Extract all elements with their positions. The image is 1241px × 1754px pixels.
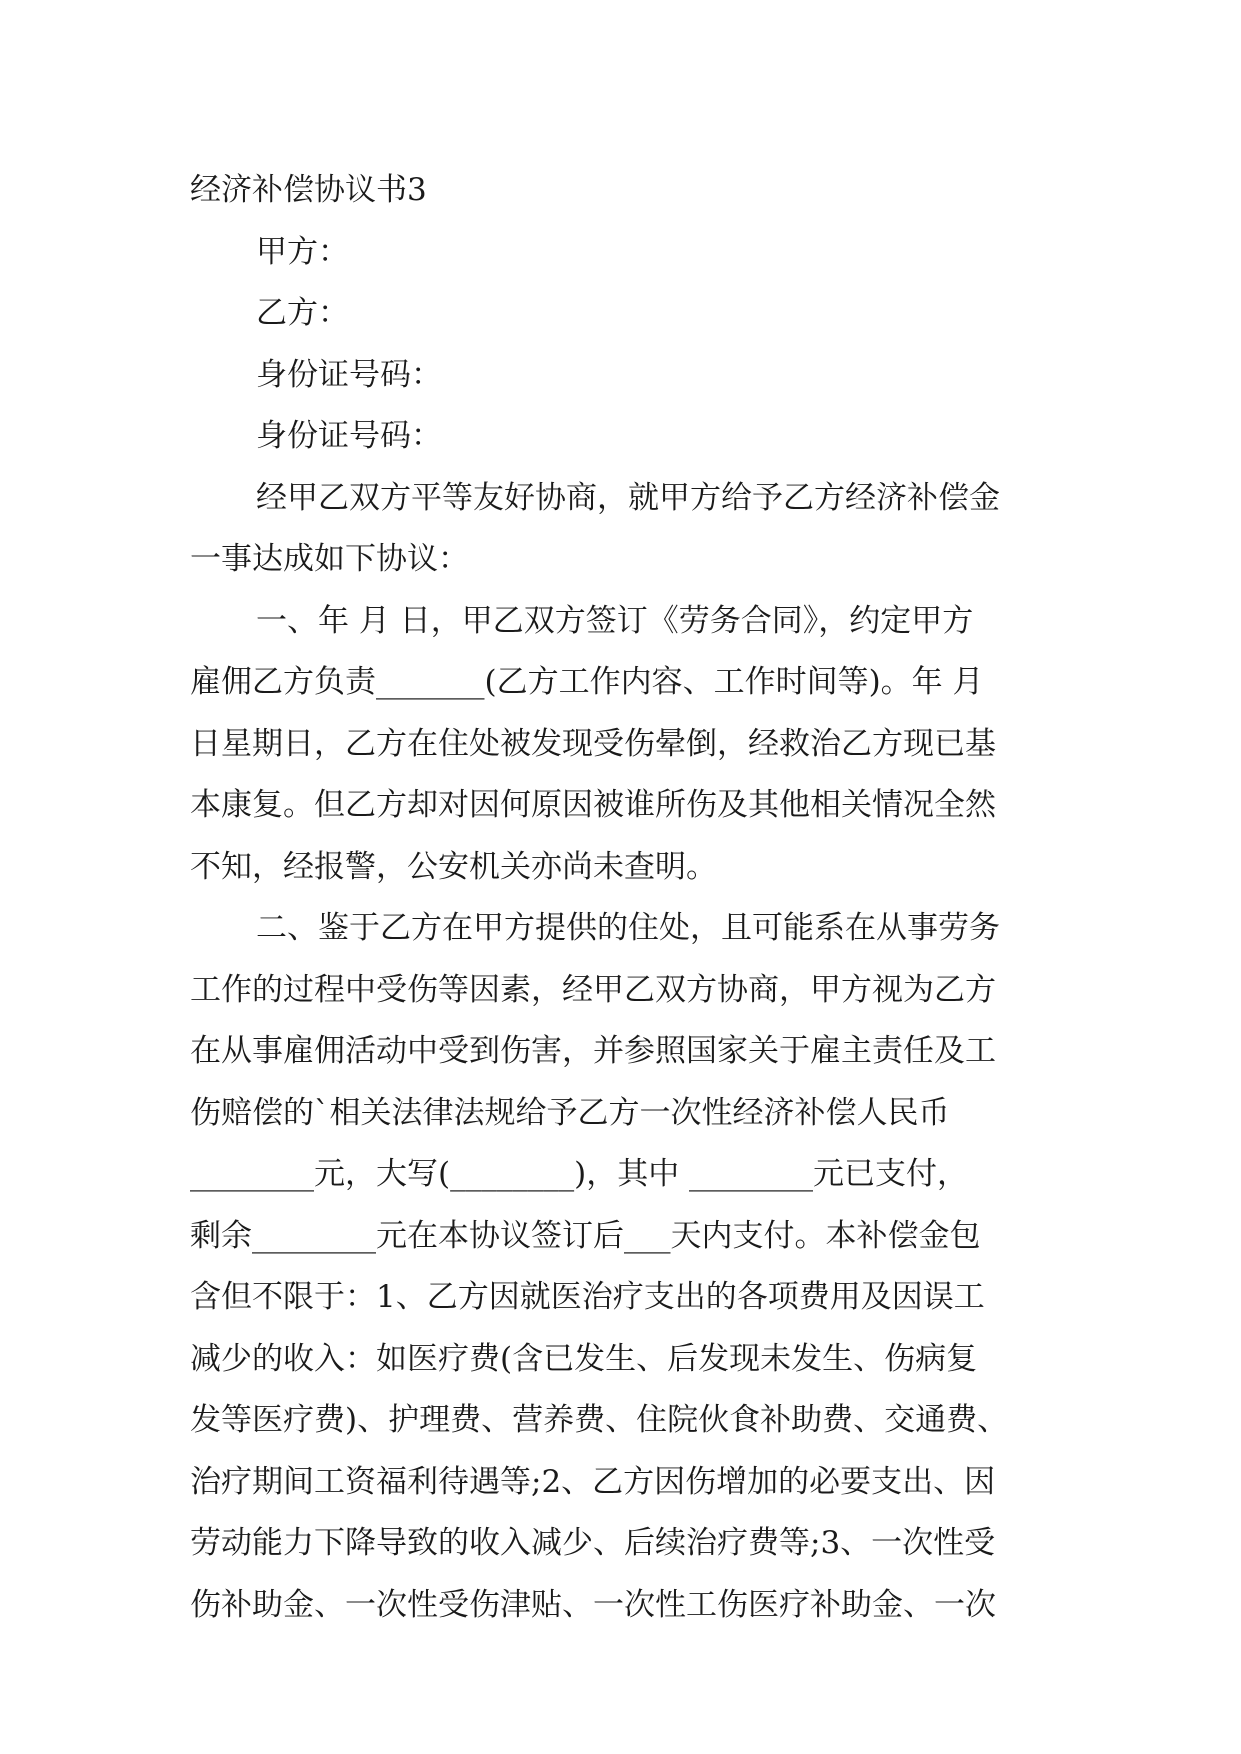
clause-2-line: 劳动能力下降导致的收入减少、后续治疗费等;3、一次性受 [190,1525,996,1561]
document-page [190,160,1070,1636]
clause-2-line: 在从事雇佣活动中受到伤害，并参照国家关于雇主责任及工 [190,1033,996,1069]
clause-2-line: 伤补助金、一次性受伤津贴、一次性工伤医疗补助金、一次 [190,1586,996,1623]
document-title: 经济补偿协议书3 [190,172,427,208]
party-a-label: 甲方： [256,233,349,270]
clause-1-line: 一、年 月 日，甲乙双方签订《劳务合同》，约定甲方 [256,602,974,639]
clause-1-line: 日星期日，乙方在住处被发现受伤晕倒，经救治乙方现已基 [190,725,996,762]
clause-1-line: 本康复。但乙方却对因何原因被谁所伤及其他相关情况全然 [190,787,996,823]
clause-2-line: 减少的收入：如医疗费(含已发生、后发现未发生、伤病复 [190,1340,978,1377]
id-number-label-2: 身份证号码： [256,418,442,454]
clause-2-line: 剩余________元在本协议签订后___天内支付。本补偿金包 [190,1217,981,1254]
clause-2-line: 伤赔偿的`相关法律法规给予乙方一次性经济补偿人民币 [190,1094,950,1131]
id-number-label-1: 身份证号码： [256,356,442,393]
clause-2-line: 含但不限于：1、乙方因就医治疗支出的各项费用及因误工 [190,1279,985,1315]
clause-1-line: 雇佣乙方负责_______(乙方工作内容、工作时间等)。年 月 [190,664,984,700]
clause-2-line: 二、鉴于乙方在甲方提供的住处，且可能系在从事劳务 [256,910,1000,946]
clause-2-line: 发等医疗费)、护理费、营养费、住院伙食补助费、交通费、 [190,1402,1009,1438]
intro-line: 经甲乙双方平等友好协商，就甲方给予乙方经济补偿金 [256,479,1000,516]
clause-1-line: 不知，经报警，公安机关亦尚未查明。 [190,848,717,885]
clause-2-line: ________元，大写(________)，其中 ________元已支付， [190,1156,969,1192]
intro-line: 一事达成如下协议： [190,541,469,577]
clause-2-line: 治疗期间工资福利待遇等;2、乙方因伤增加的必要支出、因 [190,1463,996,1500]
party-b-label: 乙方： [256,295,349,331]
clause-2-line: 工作的过程中受伤等因素，经甲乙双方协商，甲方视为乙方 [190,971,996,1008]
